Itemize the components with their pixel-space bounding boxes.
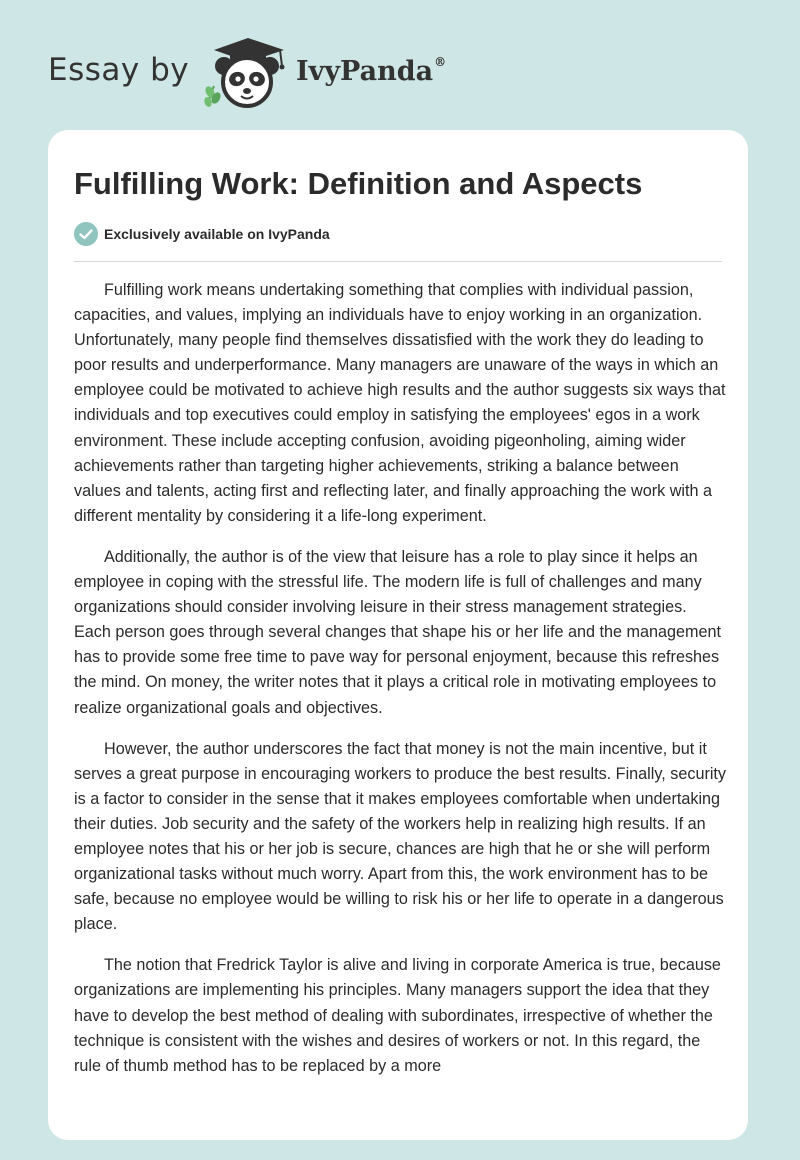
paragraph-3: However, the author underscores the fact that money is not the main incentive, but it serves a great purpose in encouraging workers to produce the best results. Finally, security is a factor to consider in the sense that it makes employees comfortable when undertaking their duties. Job security and the safety of the workers help in realizing high results. If an employee notes that his or her job is secure, chances are high that he or she will perform organizational tasks without much worry. Apart from this, the work environment has to be safe, because no employee would be willing to risk his or her life to operate in a dangerous place. (74, 739, 727, 934)
title-divider (74, 261, 722, 262)
paragraph-1: Fulfilling work means undertaking something that complies with individual passion, capacities, and values, implying an individuals have to enjoy working in an organization. Unfortunately, many people find themselves dissatisfied with the work they do leading to poor results and underperformance. Many managers are unaware of the ways in which an employee could be motivated to achieve high results and the author suggests six ways that individuals and top executives could employ in satisfying the employees' egos in a work environment. These include accepting confusion, avoiding pigeonholing, aiming wider achievements rather than targeting higher achievements, striking a balance between values and talents, acting first and reflecting later, and finally approaching the work with a different mentality by considering it a life-long experiment. (74, 281, 726, 525)
essay-by-label: Essay by (48, 52, 190, 88)
essay-title: Fulfilling Work: Definition and Aspects (74, 166, 643, 201)
site-header (0, 0, 800, 130)
check-circle-icon (74, 222, 98, 246)
paragraph-2: Additionally, the author is of the view that leisure has a role to play since it helps an employee in coping with the stressful life. The modern life is full of challenges and many organizations should consider involving leisure in their stress management strategies. Each person goes through several changes that shape his or her life and the management has to provide some free time to pave way for personal enjoyment, because this refreshes the mind. On money, the writer notes that it plays a critical role in motivating employees to realize organizational goals and objectives. (74, 547, 722, 717)
brand-name[interactable] (296, 56, 446, 87)
brand-name-text: IvyPanda (296, 56, 434, 87)
exclusive-badge-label: Exclusively available on IvyPanda (104, 226, 330, 242)
trademark-mark: ® (434, 55, 447, 69)
exclusive-badge (74, 222, 330, 246)
panda-logo-icon[interactable] (200, 36, 296, 108)
essay-body (74, 278, 728, 1095)
paragraph-4: The notion that Fredrick Taylor is alive and living in corporate America is true, because organizations are implementing his principles. Many managers support the idea that they have to develop the best method of dealing with subordinates, irrespective of whether the technique is consistent with the wishes and desires of workers or not. In this regard, the rule of thumb method has to be replaced by a more (74, 956, 721, 1075)
essay-card (48, 130, 748, 1140)
